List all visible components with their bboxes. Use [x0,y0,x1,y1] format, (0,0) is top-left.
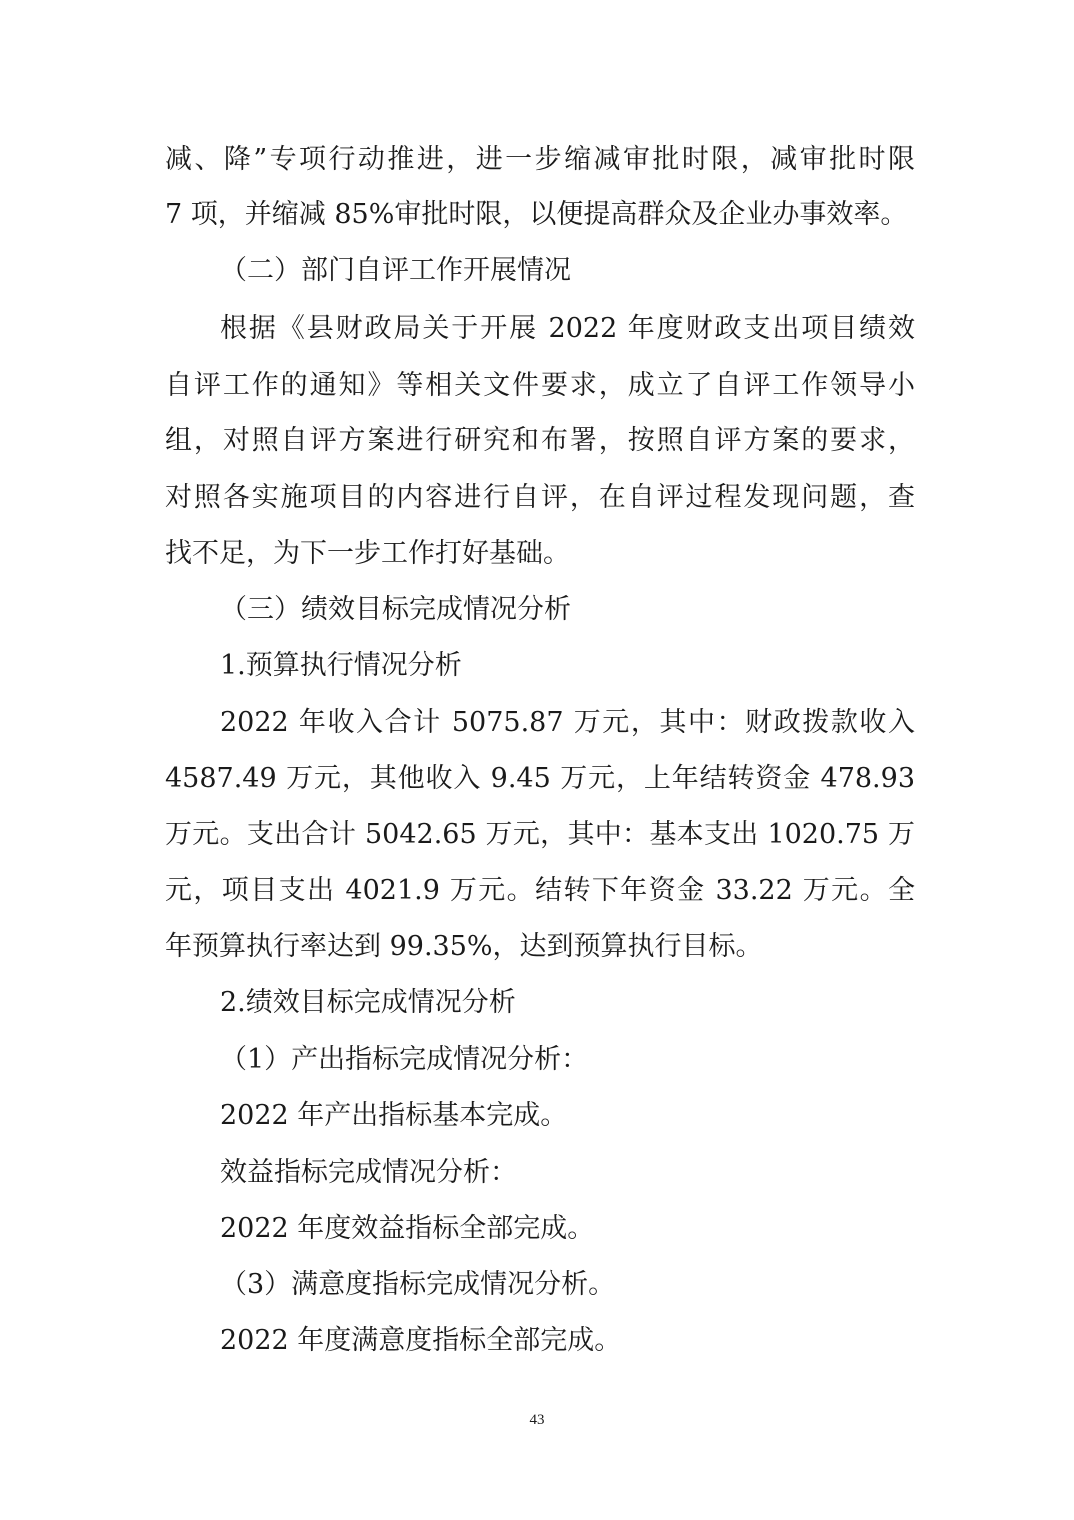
page-number: 43 [529,1412,545,1428]
section-heading-2: （二）部门自评工作开展情况 [220,255,571,286]
text-line-20: 2022 年度效益指标全部完成。 [220,1213,595,1244]
text-line-14: 元，项目支出 4021.9 万元。结转下年资金 33.22 万元。全 [165,875,915,906]
text-line-22: 2022 年度满意度指标全部完成。 [220,1325,622,1356]
text-line-18: 2022 年产出指标基本完成。 [220,1100,568,1131]
text-line-2: 7 项，并缩减 85%审批时限，以便提高群众及企业办事效率。 [165,199,908,230]
text-line-4: 根据《县财政局关于开展 2022 年度财政支出项目绩效 [220,313,915,344]
text-line-7: 对照各实施项目的内容进行自评，在自评过程发现问题，查 [165,482,915,513]
text-line-12: 4587.49 万元，其他收入 9.45 万元，上年结转资金 478.93 [165,763,915,794]
item-heading-3: （3）满意度指标完成情况分析。 [220,1269,616,1300]
text-line-11: 2022 年收入合计 5075.87 万元，其中：财政拨款收入 [220,707,915,738]
text-line-1: 减、降”专项行动推进，进一步缩减审批时限，减审批时限 [165,144,915,175]
text-line-6: 组，对照自评方案进行研究和布署，按照自评方案的要求， [165,425,915,456]
item-heading-2: 效益指标完成情况分析： [220,1157,517,1188]
subsection-heading-1: 1.预算执行情况分析 [220,650,462,681]
text-line-13: 万元。支出合计 5042.65 万元，其中：基本支出 1020.75 万 [165,819,915,850]
section-heading-3: （三）绩效目标完成情况分析 [220,594,571,625]
text-line-8: 找不足，为下一步工作打好基础。 [165,538,570,569]
subsection-heading-2: 2.绩效目标完成情况分析 [220,987,516,1018]
item-heading-1: （1）产出指标完成情况分析： [220,1044,589,1075]
text-line-15: 年预算执行率达到 99.35%，达到预算执行目标。 [165,931,763,962]
text-line-5: 自评工作的通知》等相关文件要求，成立了自评工作领导小 [165,370,915,401]
